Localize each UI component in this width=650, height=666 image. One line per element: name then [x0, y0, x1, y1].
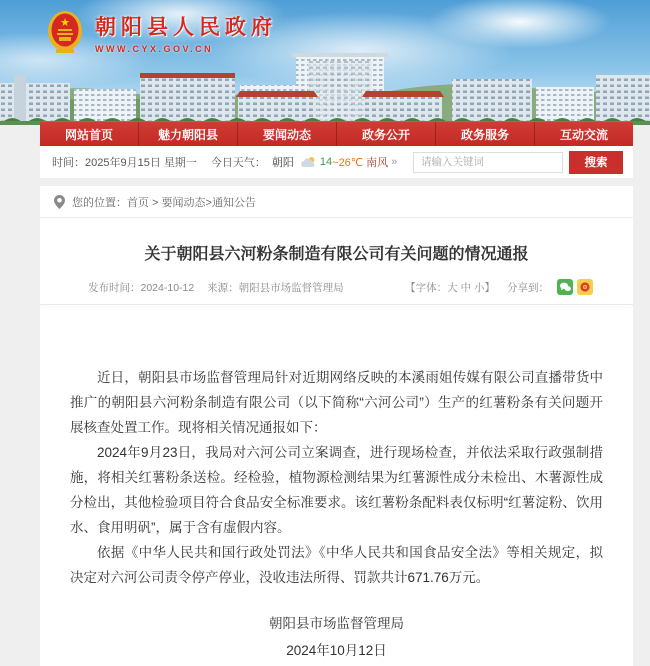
weather-more-link[interactable]: »	[391, 156, 398, 168]
breadcrumb	[40, 186, 633, 218]
temp-high: ~26℃	[332, 156, 364, 169]
wechat-share-icon[interactable]	[557, 279, 573, 295]
breadcrumb-path[interactable]: 首页 > 要闻动态>通知公告	[127, 196, 256, 209]
nav-item-home[interactable]: 网站首页	[40, 122, 139, 146]
government-buildings-illustration	[0, 53, 650, 125]
svg-text:★: ★	[60, 17, 70, 29]
paragraph-2: 2024年9月23日，我局对六河公司立案调查，进行现场检查，并依法采取行政强制措施，将相关红薯粉条送检。经检验，植物源检测结果为红薯源性成分未检出、木薯源性成分检出，其他检验项目符合食品安全标准要求。该红薯粉条配料表仅标明“红薯淀粉、饮用水、食用明矾”，属于含有虚假内容。	[70, 445, 603, 535]
search-box	[413, 151, 623, 174]
share-label: 分享到：	[507, 281, 549, 294]
location-pin-icon	[54, 195, 65, 209]
site-name: 朝阳县人民政府	[95, 15, 277, 39]
weather-city: 朝阳	[271, 157, 294, 169]
date-text: 时间：2025年9月15日 星期一	[52, 157, 197, 169]
divider	[40, 304, 633, 305]
main-nav	[40, 122, 633, 146]
info-bar	[40, 146, 633, 178]
page-title: 关于朝阳县六河粉条制造有限公司有关问题的情况通报	[144, 246, 529, 263]
font-size-control[interactable]: 【字体：大 中 小】	[405, 281, 495, 294]
article-body	[40, 365, 633, 590]
signature-block	[40, 610, 633, 664]
breadcrumb-label: 您的位置：	[72, 196, 127, 209]
nav-item-gov-affairs[interactable]: 政务公开	[337, 122, 436, 146]
wind-text: 南风	[366, 157, 389, 169]
sun-cloud-icon	[301, 156, 317, 168]
temp-low: 14	[319, 156, 333, 168]
paragraph-1: 近日，朝阳县市场监督管理局针对近期网络反映的本溪雨姐传媒有限公司直播带货中推广的朝阳县六河粉条制造有限公司（以下简称“六河公司”）生产的红薯粉条有关问题开展核查处置工作。现将相关情况通报如下：	[70, 370, 603, 435]
article-meta	[40, 279, 633, 295]
paragraph-3: 依据《中华人民共和国行政处罚法》《中华人民共和国食品安全法》等相关规定，拟决定对六河公司责令停产停业，没收违法所得、罚款共计671.76万元。	[70, 545, 603, 585]
search-input[interactable]	[413, 152, 563, 173]
nav-item-news[interactable]: 要闻动态	[238, 122, 337, 146]
weather-label: 今日天气：	[210, 157, 266, 169]
signature-date: 2024年10月12日	[286, 643, 387, 658]
article-card	[40, 186, 633, 666]
national-emblem-icon	[45, 9, 85, 55]
nav-item-charm[interactable]: 魅力朝阳县	[139, 122, 238, 146]
search-button[interactable]: 搜索	[569, 151, 623, 174]
nav-item-gov-services[interactable]: 政务服务	[436, 122, 535, 146]
nav-item-interaction[interactable]: 互动交流	[559, 127, 608, 142]
publish-time: 发布时间：2024-10-12	[88, 281, 195, 294]
site-url: WWW.CYX.GOV.CN	[95, 43, 214, 54]
site-logo[interactable]	[45, 9, 277, 55]
weibo-share-icon[interactable]	[577, 279, 593, 295]
signature-org: 朝阳县市场监督管理局	[269, 616, 404, 631]
source: 来源：朝阳县市场监督管理局	[207, 281, 344, 294]
header-banner	[0, 0, 650, 125]
